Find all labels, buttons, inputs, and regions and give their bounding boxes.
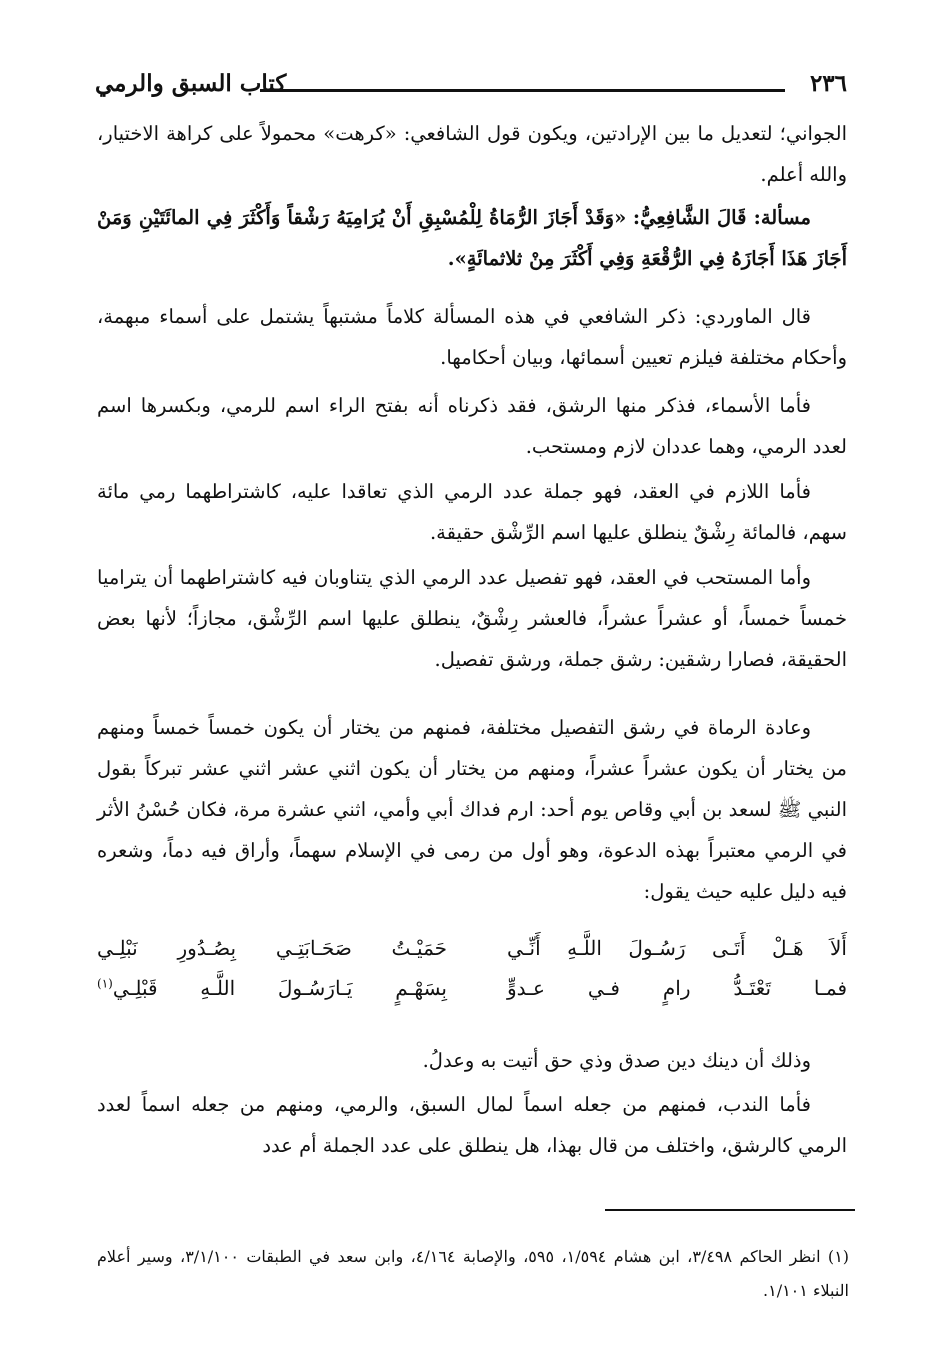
verse-line (97, 936, 847, 980)
footnote-1: (١) انظر الحاكم ٣/٤٩٨، ابن هشام ١/٥٩٤، ٥٩٥، والإصابة ٤/١٦٤، وابن سعد في الطبقات ٣/١/١٠٠، وسير أعلام النبلاء ١/١٠١. (97, 1247, 850, 1300)
paragraph-mustahab: وأما المستحب في العقد، فهو تفصيل عدد الرمي الذي يتناوبان فيه كاشتراطهما أن يتراميا خمساً خمساً، أو عشراً عشراً، فالعشر رِشْقٌ، ينطلق عليها اسم الرِّشْق، مجازاً؛ لأنها بعض الحقيقة، فصارا رشقين: رشق جملة، ورشق تفصيل. (97, 566, 847, 671)
paragraph-dhalik: وذلك أن دينك دين صدق وذي حق أتيت به وعدلُ. (422, 1049, 811, 1072)
footnote-rule (605, 1209, 855, 1211)
verse-first-hemistich: فمـا تَعْتَـدُّ رامٍ فـي عـدوٍّ (507, 976, 847, 1000)
paragraph-asma: فأما الأسماء، فذكر منها الرشق، فقد ذكرناه أنه بفتح الراء اسم للرمي، وبكسرها اسم لعدد الرمي، وهما عددان لازم ومستحب. (97, 394, 847, 458)
page-number: ٢٣٦ (809, 70, 847, 97)
paragraph-adat-rumat: وعادة الرماة في رشق التفصيل مختلفة، فمنهم من يختار أن يكون خمساً خمساً ومنهم من يختار أن يكون عشراً عشراً، ومنهم من يختار أن يكون اثني عشر اثني عشر تبركاً بقول النبي ﷺ لسعد بن أبي وقاص يوم أحد: ارم فداك أبي وأمي، اثني عشرة مرة، فكان حُسْنُ الأثر في الرمي معتبراً بهذه الدعوة، وهو أول من رمى في الإسلام سهماً، وأراق فيه دماً، وشعره فيه دليل عليه حيث يقول: (97, 716, 847, 903)
page-header (95, 70, 847, 104)
footnotes (97, 1240, 849, 1308)
book-title: كتاب السبق والرمي (95, 70, 287, 97)
verse-text: بِسَهْـمٍ يَـارَسُـولَ اللَّـهِ قَبْلِـي (112, 976, 447, 1000)
paragraph-nadb: فأما الندب، فمنهم من جعله اسماً لمال السبق، والرمي، ومنهم من جعله اسماً لعدد الرمي كالرشق، واختلف من قال بهذا، هل ينطلق على عدد الجملة أم عدد (97, 1093, 847, 1157)
verse-first-hemistich: أَلاَ هَـلْ أَتَـى رَسُـولَ اللَّـهِ أَنِّـي (507, 936, 847, 960)
paragraph-masala (97, 197, 847, 279)
poem-verses (97, 936, 847, 1026)
footnote-marker: (١) (97, 976, 113, 991)
verse-second-hemistich: حَمَيْـتُ صَحَـابَتِـي بِصُـدُورِ نَبْلِـي (97, 936, 447, 960)
verse-second-hemistich (97, 976, 447, 1000)
paragraph-lazim: فأما اللازم في العقد، فهو جملة عدد الرمي الذي تعاقدا عليه، كاشتراطهما رمي مائة سهم، فالمائة رِشْقٌ ينطلق عليها اسم الرِّشْق حقيقة. (97, 480, 847, 544)
shafii-quote: «وَقَدْ أَجَازَ الرُّمَاةُ لِلْمُسْبِقِ أَنْ يُرَامِيَهُ رَشْقاً وَأَكْثَرَ فِي المائَتَيْنِ وَمَنْ أَجَازَ هَذَا أَجَازَهُ فِي الرُّقْعَةِ وَفِي أَكْثَرَ مِنْ ثلاثمائَةٍ». (97, 206, 847, 270)
header-rule (260, 89, 785, 92)
paragraph-1: الجواني؛ لتعديل ما بين الإرادتين، ويكون قول الشافعي: «كرهت» محمولاً على كراهة الاختيار، والله أعلم. (97, 122, 847, 186)
verse-line (97, 976, 847, 1020)
masala-label: مسألة: قَالَ الشَّافِعِيُّ: (632, 206, 811, 229)
paragraph-mawardi: قال الماوردي: ذكر الشافعي في هذه المسألة كلاماً مشتبهاً يشتمل على أسماء مبهمة، وأحكام مختلفة فيلزم تعيين أسمائها، وبيان أحكامها. (97, 305, 847, 369)
